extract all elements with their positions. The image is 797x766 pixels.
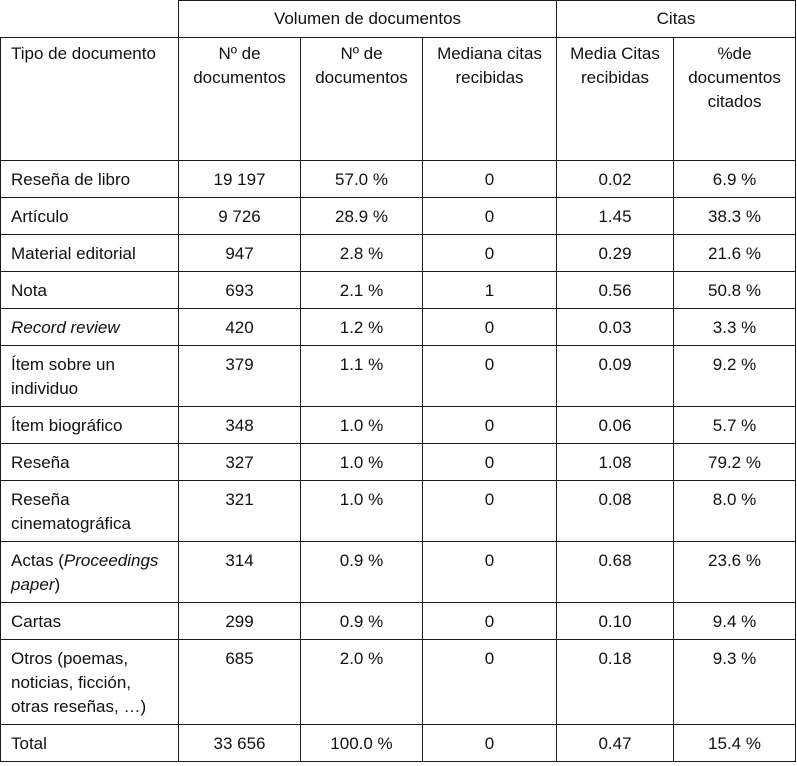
col-header-mediana: Mediana citas recibidas (423, 38, 557, 161)
row-label: Record review (1, 309, 179, 346)
row-citados: 21.6 % (674, 235, 796, 272)
row-label (1, 542, 179, 603)
row-label: Nota (1, 272, 179, 309)
row-label: Cartas (1, 603, 179, 640)
row-pct: 1.1 % (301, 346, 423, 407)
row-media: 0.09 (557, 346, 674, 407)
row-citados: 5.7 % (674, 407, 796, 444)
row-media: 0.03 (557, 309, 674, 346)
row-mediana: 0 (423, 161, 557, 198)
row-n: 327 (179, 444, 301, 481)
row-label: Artículo (1, 198, 179, 235)
row-mediana: 0 (423, 198, 557, 235)
group-header-citas: Citas (557, 1, 796, 38)
row-citados: 23.6 % (674, 542, 796, 603)
row-label: Total (1, 725, 179, 762)
row-n: 379 (179, 346, 301, 407)
row-media: 1.45 (557, 198, 674, 235)
row-label: Reseña (1, 444, 179, 481)
row-n: 314 (179, 542, 301, 603)
table-row (1, 198, 796, 235)
row-citados: 50.8 % (674, 272, 796, 309)
row-label: Ítem biográfico (1, 407, 179, 444)
row-pct: 0.9 % (301, 603, 423, 640)
row-media: 0.10 (557, 603, 674, 640)
row-pct: 1.0 % (301, 407, 423, 444)
row-mediana: 1 (423, 272, 557, 309)
table-row (1, 444, 796, 481)
row-citados: 8.0 % (674, 481, 796, 542)
row-mediana: 0 (423, 725, 557, 762)
row-mediana: 0 (423, 309, 557, 346)
row-media: 1.08 (557, 444, 674, 481)
table-row (1, 542, 796, 603)
row-mediana: 0 (423, 235, 557, 272)
group-header-volume: Volumen de documentos (179, 1, 557, 38)
table-row (1, 346, 796, 407)
row-n: 299 (179, 603, 301, 640)
table-row (1, 603, 796, 640)
row-label: Ítem sobre un individuo (1, 346, 179, 407)
row-citados: 3.3 % (674, 309, 796, 346)
table-row (1, 272, 796, 309)
col-header-pct-citados: %de documentos citados (674, 38, 796, 161)
row-mediana: 0 (423, 542, 557, 603)
row-pct: 57.0 % (301, 161, 423, 198)
row-n: 321 (179, 481, 301, 542)
row-media: 0.68 (557, 542, 674, 603)
table-row (1, 161, 796, 198)
row-label: Otros (poemas, noticias, ficción, otras reseñas, …) (1, 640, 179, 725)
row-n: 9 726 (179, 198, 301, 235)
empty-corner-cell (1, 1, 179, 38)
row-pct: 2.1 % (301, 272, 423, 309)
row-media: 0.06 (557, 407, 674, 444)
row-citados: 15.4 % (674, 725, 796, 762)
row-mediana: 0 (423, 444, 557, 481)
row-pct: 1.2 % (301, 309, 423, 346)
row-n: 685 (179, 640, 301, 725)
row-mediana: 0 (423, 640, 557, 725)
row-media: 0.29 (557, 235, 674, 272)
row-citados: 79.2 % (674, 444, 796, 481)
row-citados: 9.4 % (674, 603, 796, 640)
row-pct: 2.0 % (301, 640, 423, 725)
row-n: 420 (179, 309, 301, 346)
row-media: 0.02 (557, 161, 674, 198)
row-n: 33 656 (179, 725, 301, 762)
row-media: 0.56 (557, 272, 674, 309)
row-n: 947 (179, 235, 301, 272)
row-citados: 9.2 % (674, 346, 796, 407)
col-header-pct-documentos: Nº de documentos (301, 38, 423, 161)
row-label-italic: Proceedings paper (11, 551, 159, 594)
col-header-tipo: Tipo de documento (1, 38, 179, 161)
row-mediana: 0 (423, 481, 557, 542)
row-mediana: 0 (423, 346, 557, 407)
row-mediana: 0 (423, 407, 557, 444)
row-citados: 38.3 % (674, 198, 796, 235)
row-pct: 1.0 % (301, 444, 423, 481)
row-n: 19 197 (179, 161, 301, 198)
row-mediana: 0 (423, 603, 557, 640)
row-pct: 2.8 % (301, 235, 423, 272)
row-media: 0.47 (557, 725, 674, 762)
group-header-row (1, 1, 796, 38)
col-header-media: Media Citas recibidas (557, 38, 674, 161)
row-media: 0.18 (557, 640, 674, 725)
row-label-pre: Actas ( (11, 551, 64, 570)
row-citados: 6.9 % (674, 161, 796, 198)
table-row (1, 235, 796, 272)
row-pct: 1.0 % (301, 481, 423, 542)
row-label: Reseña cinematográfica (1, 481, 179, 542)
row-citados: 9.3 % (674, 640, 796, 725)
row-label-post: ) (54, 575, 61, 594)
row-pct: 28.9 % (301, 198, 423, 235)
row-n: 693 (179, 272, 301, 309)
row-n: 348 (179, 407, 301, 444)
col-header-n-documentos: Nº de documentos (179, 38, 301, 161)
table-row-total (1, 725, 796, 762)
row-pct: 0.9 % (301, 542, 423, 603)
row-pct: 100.0 % (301, 725, 423, 762)
row-label: Reseña de libro (1, 161, 179, 198)
row-media: 0.08 (557, 481, 674, 542)
table-row (1, 309, 796, 346)
column-header-row (1, 38, 796, 161)
table-row (1, 407, 796, 444)
row-label: Material editorial (1, 235, 179, 272)
table-row (1, 640, 796, 725)
table-row (1, 481, 796, 542)
